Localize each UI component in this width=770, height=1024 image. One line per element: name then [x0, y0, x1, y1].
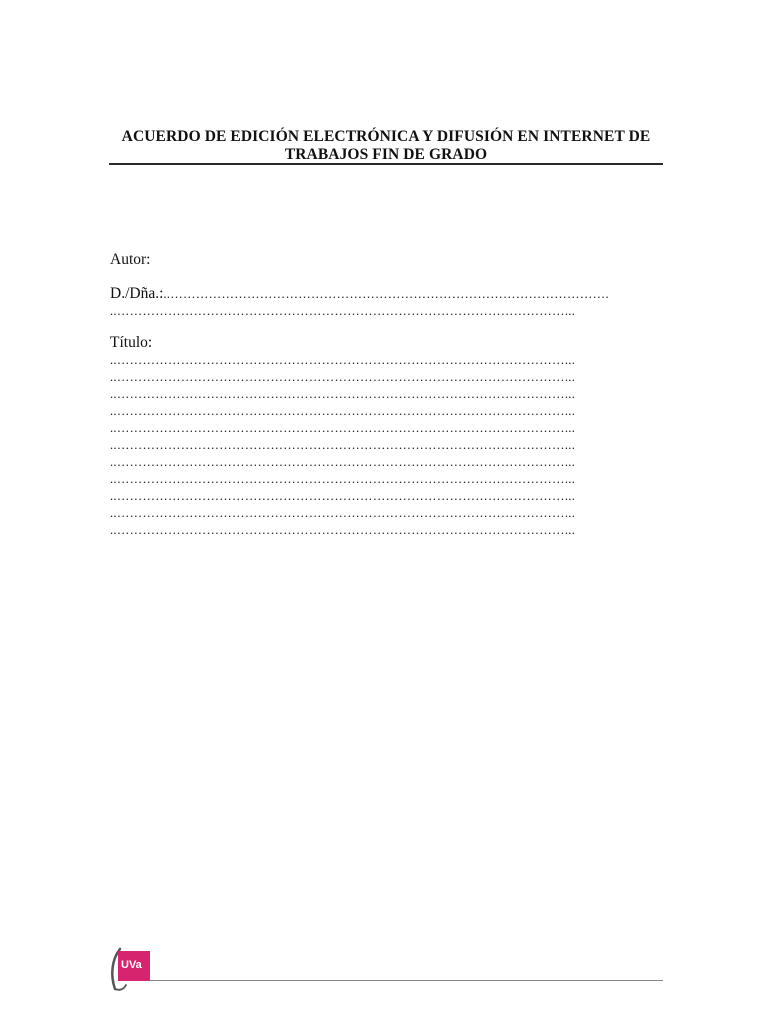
titulo-line[interactable]: ..……………………………………………………………………………………………... [110, 523, 576, 537]
uva-logo [106, 945, 154, 993]
dna-label: D./Dña.: [110, 285, 164, 302]
uva-logo-text: UVa [121, 959, 142, 971]
titulo-line[interactable]: ..……………………………………………………………………………………………... [110, 438, 576, 452]
titulo-line[interactable]: ..……………………………………………………………………………………………... [110, 387, 576, 401]
titulo-line[interactable]: ..……………………………………………………………………………………………... [110, 404, 576, 418]
titulo-line[interactable]: ..……………………………………………………………………………………………... [110, 353, 576, 367]
autor-label: Autor: [110, 251, 151, 268]
titulo-label: Título: [110, 334, 153, 351]
dna-dotted-field[interactable]: ..…………………………………………………………………………………………. [163, 287, 609, 301]
titulo-line[interactable]: ..……………………………………………………………………………………………... [110, 489, 576, 503]
title-underline [109, 163, 663, 165]
titulo-line[interactable]: ..……………………………………………………………………………………………... [110, 455, 576, 469]
footer-rule [148, 980, 663, 981]
dna-row [110, 285, 662, 303]
titulo-line[interactable]: ..……………………………………………………………………………………………... [110, 506, 576, 520]
document-title-line-2: TRABAJOS FIN DE GRADO [284, 146, 488, 163]
titulo-line[interactable]: ..……………………………………………………………………………………………... [110, 421, 576, 435]
document-title-line-1: ACUERDO DE EDICIÓN ELECTRÓNICA Y DIFUSIÓN EN INTERNET DE [121, 128, 651, 145]
document-title [110, 128, 662, 164]
titulo-line[interactable]: ..……………………………………………………………………………………………... [110, 370, 576, 384]
dna-dotted-field-continuation[interactable]: ..……………………………………………………………………………………………... [110, 304, 576, 318]
titulo-line[interactable]: ..……………………………………………………………………………………………... [110, 472, 576, 486]
